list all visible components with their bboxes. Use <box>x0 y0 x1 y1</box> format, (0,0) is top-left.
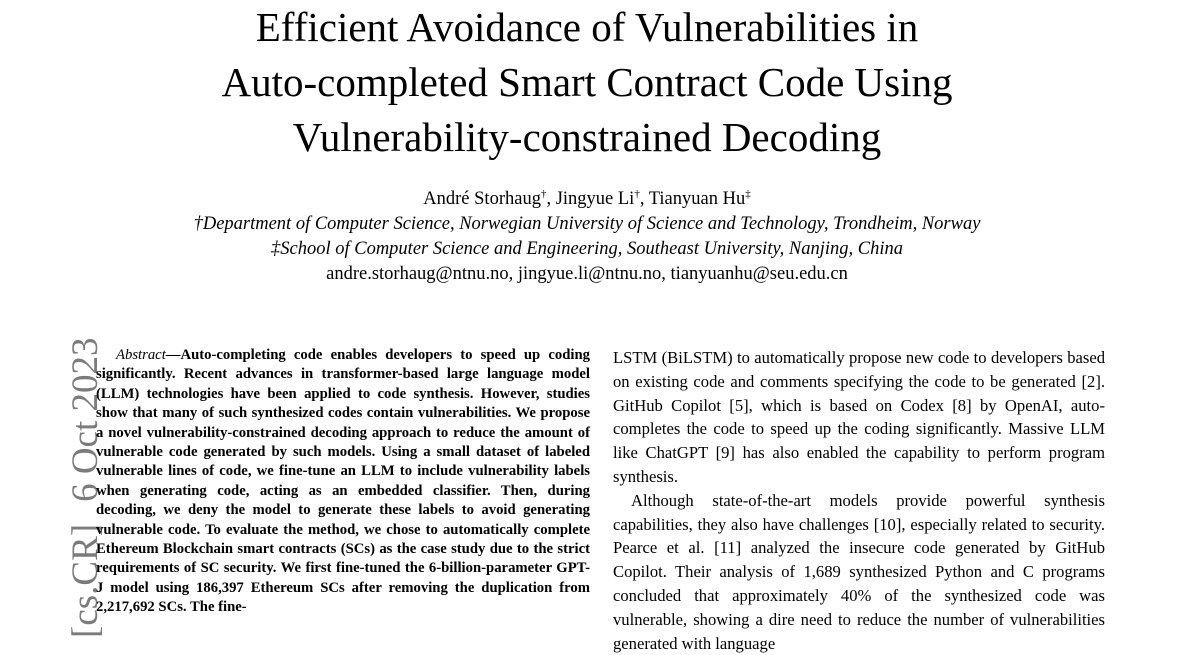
title-line-2: Auto-completed Smart Contract Code Using <box>221 59 953 105</box>
dagger-mark: † <box>634 187 640 200</box>
author-separator: , <box>639 189 649 209</box>
double-dagger-mark: ‡ <box>745 187 751 200</box>
author-separator: , <box>546 189 556 209</box>
abstract-column <box>96 346 590 618</box>
author-storhaug: André Storhaug <box>423 189 541 209</box>
affiliation-ntnu: †Department of Computer Science, Norwegian University of Science and Technology, Trondheim, Norway <box>193 214 981 234</box>
dagger-mark: † <box>540 187 547 200</box>
author-list <box>0 187 1174 211</box>
intro-paragraph-2: Although state-of-the-art models provide powerful synthesis capabilities, they also have challenges [10], especially related to security. Pearce et al. [11] analyzed the insecure code generated by GitHub Copilot. Their analysis of 1,689 synthesized Python and C programs concluded that approximately 40% of the synthesized code was vulnerable, showing a dire need to reduce the number of vulnerabilities generated with language <box>613 490 1105 653</box>
title-line-3: Vulnerability-constrained Decoding <box>292 114 882 160</box>
introduction-column <box>613 346 1105 655</box>
author-emails: andre.storhaug@ntnu.no, jingyue.li@ntnu.no, tianyuanhu@seu.edu.cn <box>326 264 848 284</box>
title-line-1: Efficient Avoidance of Vulnerabilities in <box>255 4 919 50</box>
author-li: Jingyue Li <box>555 189 635 209</box>
title-block <box>0 0 1174 165</box>
intro-paragraph-1: LSTM (BiLSTM) to automatically propose new code to developers based on existing code and comments specifying the code to be generated [2]. GitHub Copilot [5], which is based on Codex [8] by OpenAI, auto-completes the code to speed up the coding significantly. Massive LLM like ChatGPT [9] has also enabled the capability to perform program synthesis. <box>613 348 1105 486</box>
abstract-dash: — <box>165 347 181 363</box>
arxiv-category: [cs.CR] <box>65 523 106 638</box>
arxiv-date: 6 Oct 2023 <box>65 337 106 502</box>
abstract-paragraph <box>96 346 590 618</box>
abstract-label: Abstract <box>116 347 166 363</box>
affiliation-seu: ‡School of Computer Science and Engineering, Southeast University, Nanjing, China <box>270 239 903 259</box>
abstract-text: Auto-completing code enables developers to speed up coding significantly. Recent advances in transformer-based large language model (LLM) technologies have been applied to code synthesis. However, studies show that many of such synthesized codes contain vulnerabilities. We propose a novel vulnerability-constrained decoding approach to reduce the amount of vulnerable code generated by such models. Using a small dataset of labeled vulnerable lines of code, we fine-tune an LLM to include vulnerability labels when generating code, acting as an embedded classifier. Then, during decoding, we deny the model to generate these labels to avoid generating vulnerable code. To evaluate the method, we chose to automatically complete Ethereum Blockchain smart contracts (SCs) as the case study due to the strict requirements of SC security. We first fine-tuned the 6-billion-parameter GPT-J model using 186,397 Ethereum SCs after removing the duplication from 2,217,692 SCs. The fine- <box>96 347 590 616</box>
paper-title <box>0 0 1174 165</box>
author-hu: Tianyuan Hu <box>648 189 746 209</box>
